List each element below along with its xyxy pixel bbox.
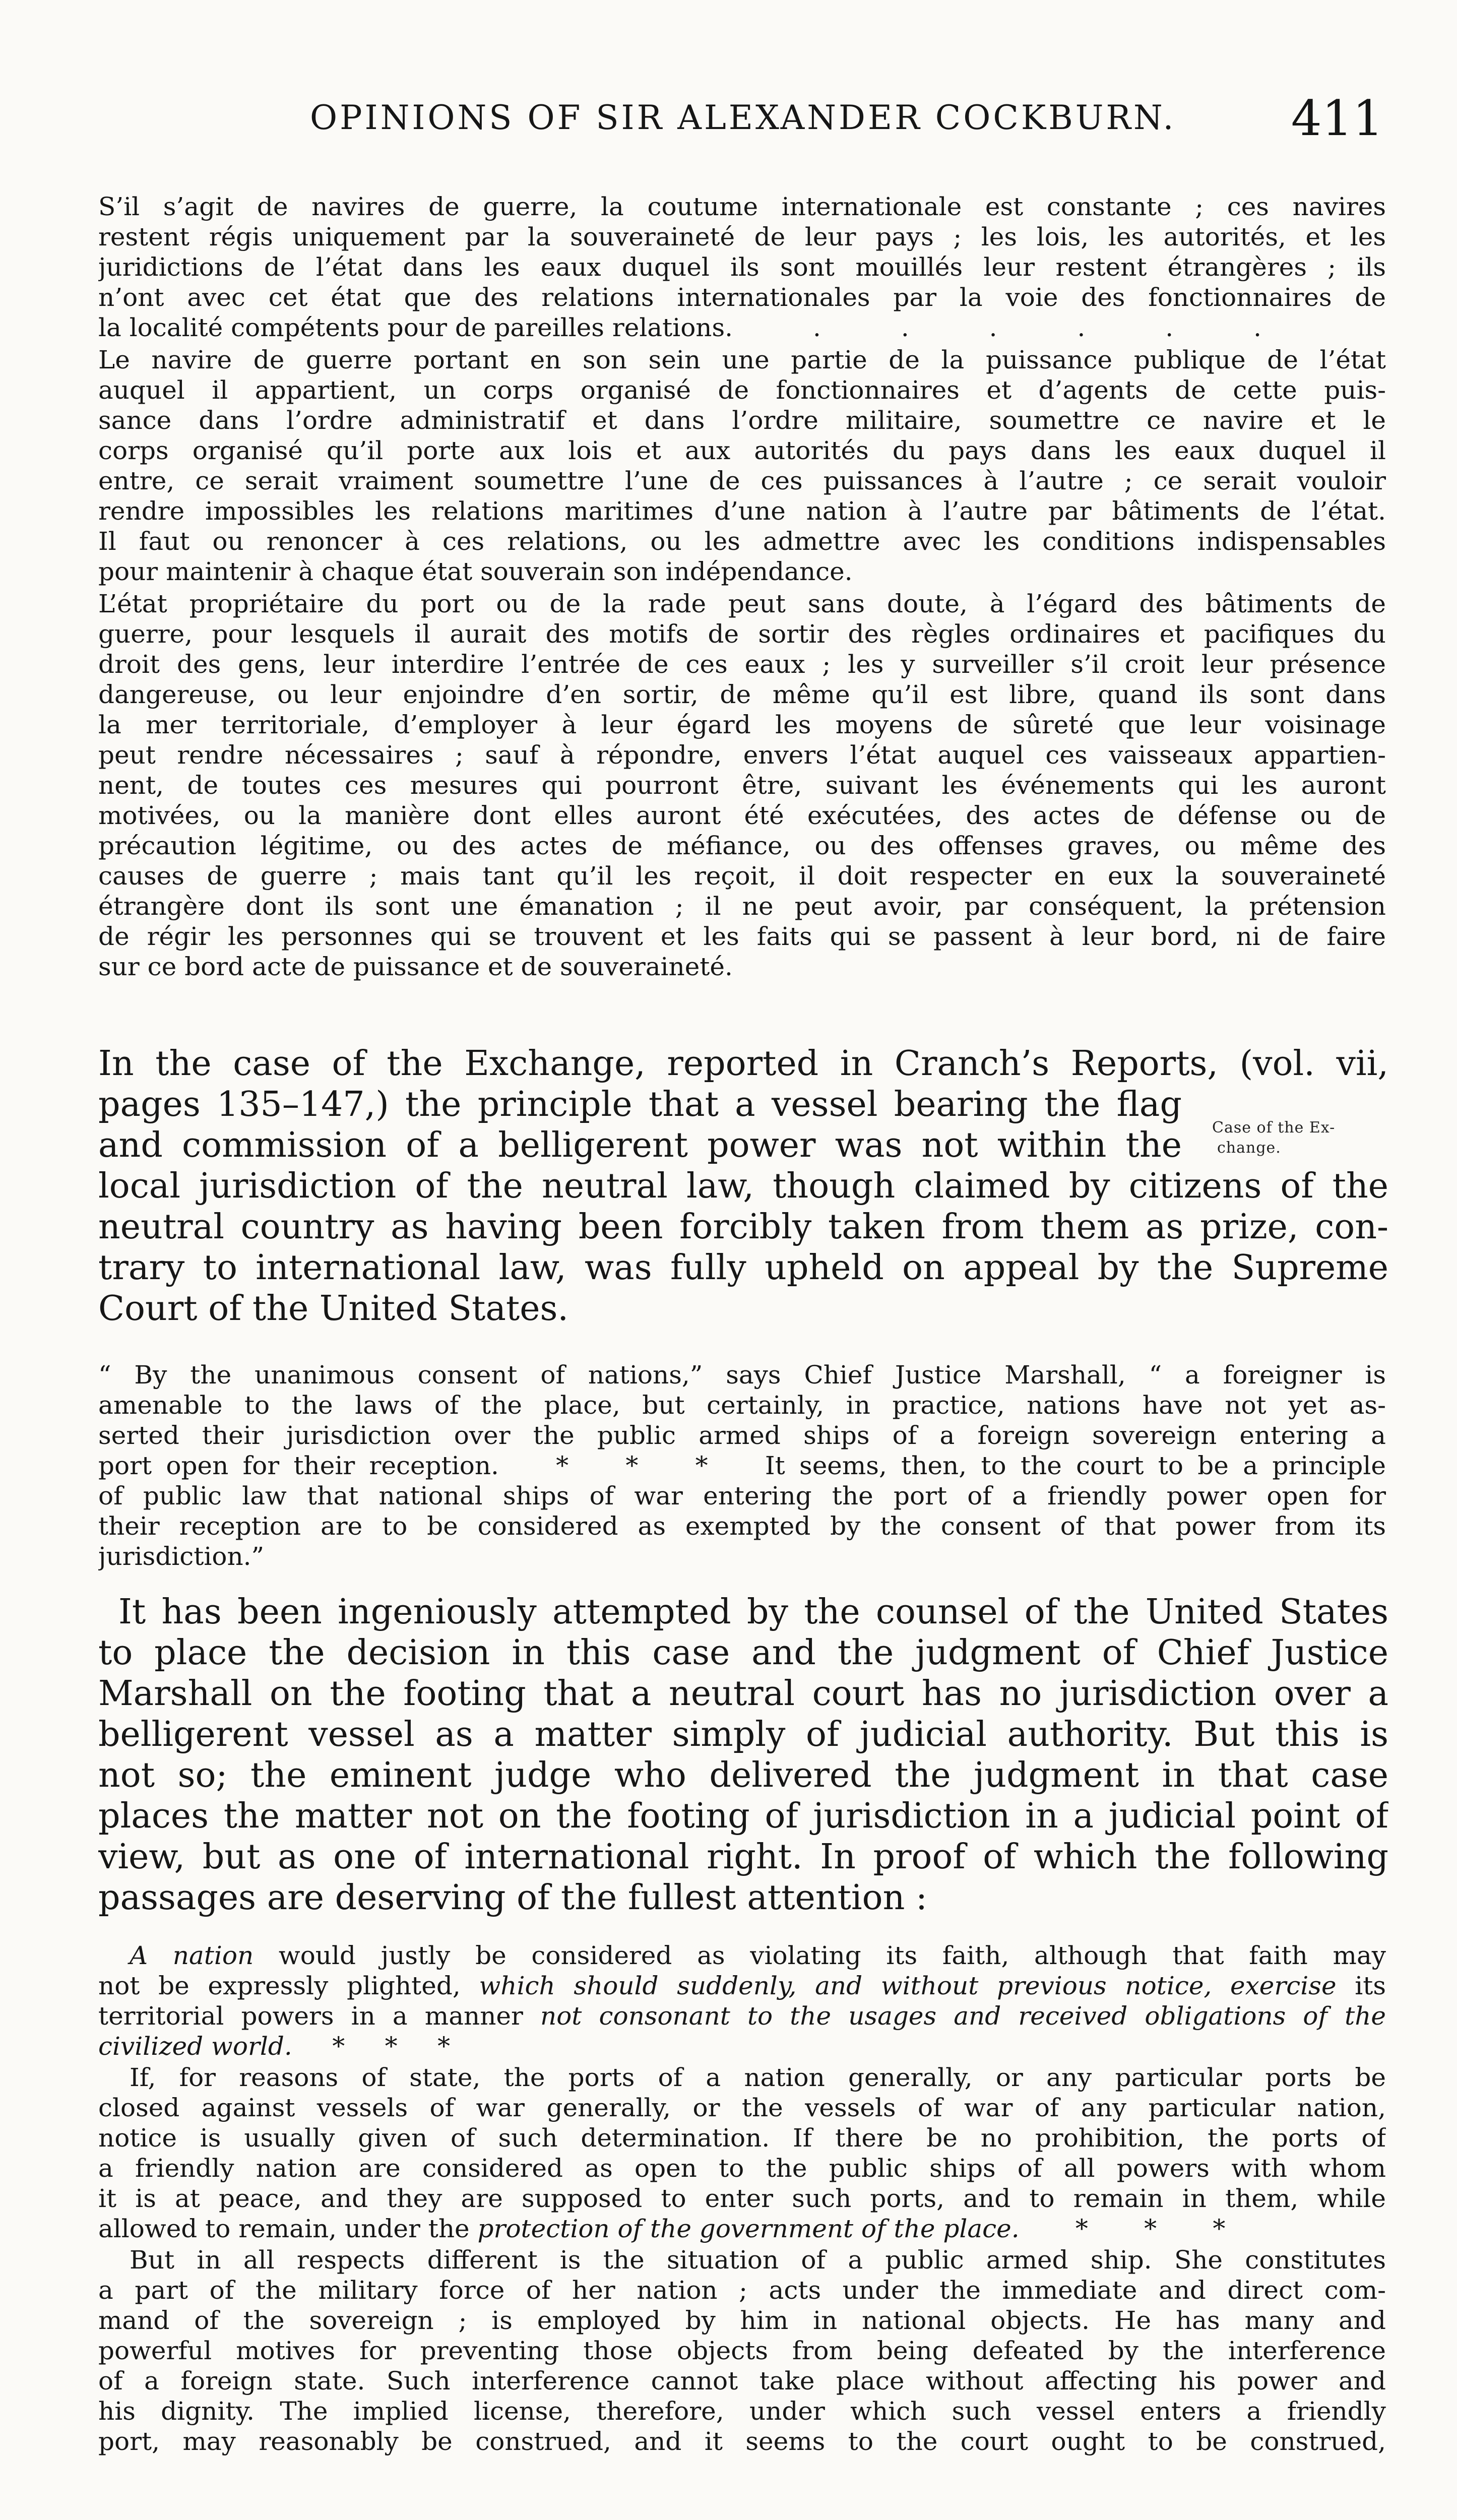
- text-line: Le navire de guerre portant en son sein une partie de la puissance publique de l’état: [98, 345, 1386, 374]
- page-number: 411: [1291, 90, 1383, 147]
- text-run: * * *: [1019, 2214, 1226, 2243]
- text-line: trary to international law, was fully upheld on appeal by the Supreme: [98, 1248, 1388, 1288]
- text-line: la localité compétents pour de pareilles relations. . . . . . .: [98, 313, 1262, 342]
- body-paragraph-1: [98, 1043, 1388, 1329]
- text-line: juridictions de l’état dans les eaux duquel ils sont mouillés leur restent étrangères ; ils: [98, 253, 1386, 282]
- text-line: étrangère dont ils sont une émanation ; il ne peut avoir, par conséquent, la prétension: [98, 892, 1386, 921]
- text-line: powerful motives for preventing those objects from being defeated by the interference: [98, 2336, 1386, 2365]
- text-run: territorial powers in a manner: [98, 2001, 540, 2031]
- margin-note-line: Case of the Ex-: [1212, 1119, 1336, 1137]
- text-line: not so; the eminent judge who delivered the judgment in that case: [98, 1755, 1388, 1795]
- margin-note-line: change.: [1217, 1139, 1281, 1157]
- text-line: of a foreign state. Such interference cannot take place without affecting his power and: [98, 2366, 1386, 2396]
- text-line: pages 135–147,) the principle that a vessel bearing the flag: [98, 1085, 1182, 1124]
- text-line: S’il s’agit de navires de guerre, la coutume internationale est constante ; ces navires: [98, 192, 1386, 221]
- text-line: motivées, ou la manière dont elles auront été exécutées, des actes de défense ou de: [98, 801, 1386, 830]
- text-line: peut rendre nécessaires ; sauf à répondre, envers l’état auquel ces vaisseaux appartien-: [98, 740, 1386, 770]
- text-line: But in all respects different is the situation of a public armed ship. She constitutes: [130, 2245, 1386, 2275]
- text-line: droit des gens, leur interdire l’entrée de ces eaux ; les y surveiller s’il croit leur présence: [98, 650, 1386, 679]
- text-line: causes de guerre ; mais tant qu’il les reçoit, il doit respecter en eux la souveraineté: [98, 861, 1386, 891]
- text-line: Court of the United States.: [98, 1289, 569, 1329]
- text-line: port, may reasonably be construed, and it seems to the court ought to be construed,: [98, 2427, 1386, 2456]
- exchange-para-1: [98, 1940, 1386, 2061]
- text-line: If, for reasons of state, the ports of a nation generally, or any particular ports be: [130, 2063, 1386, 2092]
- text-line: [98, 2001, 1386, 2031]
- text-line: serted their jurisdiction over the public armed ships of a foreign sovereign entering a: [98, 1421, 1386, 1450]
- text-line: nent, de toutes ces mesures qui pourront être, suivant les événements qui les auront: [98, 771, 1386, 800]
- text-line: notice is usually given of such determination. If there be no prohibition, the ports of: [98, 2123, 1386, 2153]
- text-line: rendre impossibles les relations maritimes d’une nation à l’autre par bâtiments de l’état.: [98, 496, 1386, 526]
- text-line: n’ont avec cet état que des relations internationales par la voie des fonctionnaires de: [98, 283, 1386, 312]
- text-line: dangereuse, ou leur enjoindre d’en sortir, de même qu’il est libre, quand ils sont dans: [98, 680, 1386, 709]
- text-line: Il faut ou renoncer à ces relations, ou les admettre avec les conditions indispensables: [98, 527, 1386, 556]
- text-run: its: [1336, 1971, 1386, 2000]
- text-line: [98, 2031, 1386, 2061]
- french-para-2: [98, 345, 1386, 587]
- text-line: Marshall on the footing that a neutral court has no jurisdiction over a: [98, 1674, 1388, 1714]
- text-italic: civilized world.: [98, 2032, 292, 2061]
- exchange-para-2: [98, 2062, 1386, 2244]
- text-line: entre, ce serait vraiment soumettre l’une de ces puissances à l’autre ; ce serait vouloir: [98, 466, 1386, 495]
- marshall-quotation: [98, 1360, 1386, 1571]
- text-italic: A nation: [130, 1941, 254, 1970]
- text-line: pour maintenir à chaque état souverain son indépendance.: [98, 557, 853, 586]
- text-line: port open for their reception. * * * It seems, then, to the court to be a principle: [98, 1451, 1386, 1480]
- text-line: closed against vessels of war generally, or the vessels of war of any particular nation,: [98, 2093, 1386, 2122]
- text-line: précaution légitime, ou des actes de méfiance, ou des offenses graves, ou même des: [98, 831, 1386, 860]
- text-line: a friendly nation are considered as open to the public ships of all powers with whom: [98, 2154, 1386, 2183]
- text-line: guerre, pour lesquels il aurait des motifs de sortir des règles ordinaires et pacifiques du: [98, 619, 1386, 649]
- text-run: would justly be considered as violating its faith, although that faith may: [254, 1941, 1386, 1970]
- exchange-quotation: [98, 1940, 1386, 2456]
- text-line: auquel il appartient, un corps organisé de fonctionnaires et d’agents de cette puis-: [98, 375, 1386, 405]
- running-title: OPINIONS OF SIR ALEXANDER COCKBURN.: [310, 98, 1176, 137]
- text-line: mand of the sovereign ; is employed by him in national objects. He has many and: [98, 2306, 1386, 2335]
- text-line: to place the decision in this case and the judgment of Chief Justice: [98, 1633, 1388, 1673]
- text-line: “ By the unanimous consent of nations,” says Chief Justice Marshall, “ a foreigner is: [98, 1360, 1386, 1390]
- running-head: [68, 88, 1393, 149]
- french-para-1: [98, 192, 1386, 343]
- text-line: jurisdiction.”: [98, 1542, 265, 1571]
- text-line: local jurisdiction of the neutral law, though claimed by citizens of the: [98, 1166, 1388, 1206]
- text-line: corps organisé qu’il porte aux lois et aux autorités du pays dans les eaux duquel il: [98, 436, 1386, 465]
- text-line: sur ce bord acte de puissance et de souveraineté.: [98, 952, 733, 981]
- text-line: a part of the military force of her nation ; acts under the immediate and direct com-: [98, 2276, 1386, 2305]
- text-line: view, but as one of international right. In proof of which the following: [98, 1837, 1388, 1877]
- text-line: restent régis uniquement par la souveraineté de leur pays ; les lois, les autorités, et les: [98, 222, 1386, 251]
- text-line: amenable to the laws of the place, but certainly, in practice, nations have not yet as-: [98, 1391, 1386, 1420]
- exchange-para-3: [98, 2245, 1386, 2456]
- text-line: his dignity. The implied license, therefore, under which such vessel enters a friendly: [98, 2397, 1386, 2426]
- text-run: * * *: [292, 2032, 451, 2061]
- text-line: neutral country as having been forcibly taken from them as prize, con-: [98, 1207, 1388, 1247]
- text-italic: not consonant to the usages and received obligations of the: [540, 2001, 1386, 2031]
- text-line: it is at peace, and they are supposed to enter such ports, and to remain in them, while: [98, 2184, 1386, 2213]
- french-quotation: [98, 192, 1386, 982]
- text-line: [98, 2214, 1386, 2244]
- text-line: la mer territoriale, d’employer à leur égard les moyens de sûreté que leur voisinage: [98, 710, 1386, 739]
- text-italic: protection of the government of the place.: [477, 2214, 1020, 2243]
- text-line: L’état propriétaire du port ou de la rade peut sans doute, à l’égard des bâtiments de: [98, 589, 1386, 618]
- text-line: places the matter not on the footing of jurisdiction in a judicial point of: [98, 1796, 1388, 1836]
- text-run: allowed to remain, under the: [98, 2214, 478, 2243]
- text-line: passages are deserving of the fullest attention :: [98, 1878, 927, 1918]
- body-paragraph-2: [98, 1592, 1388, 1918]
- text-line: belligerent vessel as a matter simply of judicial authority. But this is: [98, 1715, 1388, 1754]
- text-line: and commission of a belligerent power was not within the: [98, 1125, 1182, 1165]
- text-italic: which should suddenly, and without previous notice, exercise: [479, 1971, 1337, 2000]
- text-line: [98, 1971, 1386, 2001]
- text-line: their reception are to be considered as exempted by the consent of that power from its: [98, 1511, 1386, 1541]
- text-line: In the case of the Exchange, reported in Cranch’s Reports, (vol. vii,: [98, 1044, 1388, 1084]
- text-line: of public law that national ships of war entering the port of a friendly power open for: [98, 1481, 1386, 1510]
- text-run: not be expressly plighted,: [98, 1971, 479, 2000]
- french-para-3: [98, 589, 1386, 982]
- margin-note: [1212, 1118, 1335, 1158]
- text-line: [98, 1940, 1386, 1971]
- text-line: de régir les personnes qui se trouvent et les faits qui se passent à leur bord, ni de faire: [98, 922, 1386, 951]
- text-line: sance dans l’ordre administratif et dans l’ordre militaire, soumettre ce navire et le: [98, 406, 1386, 435]
- text-line: It has been ingeniously attempted by the counsel of the United States: [118, 1592, 1388, 1632]
